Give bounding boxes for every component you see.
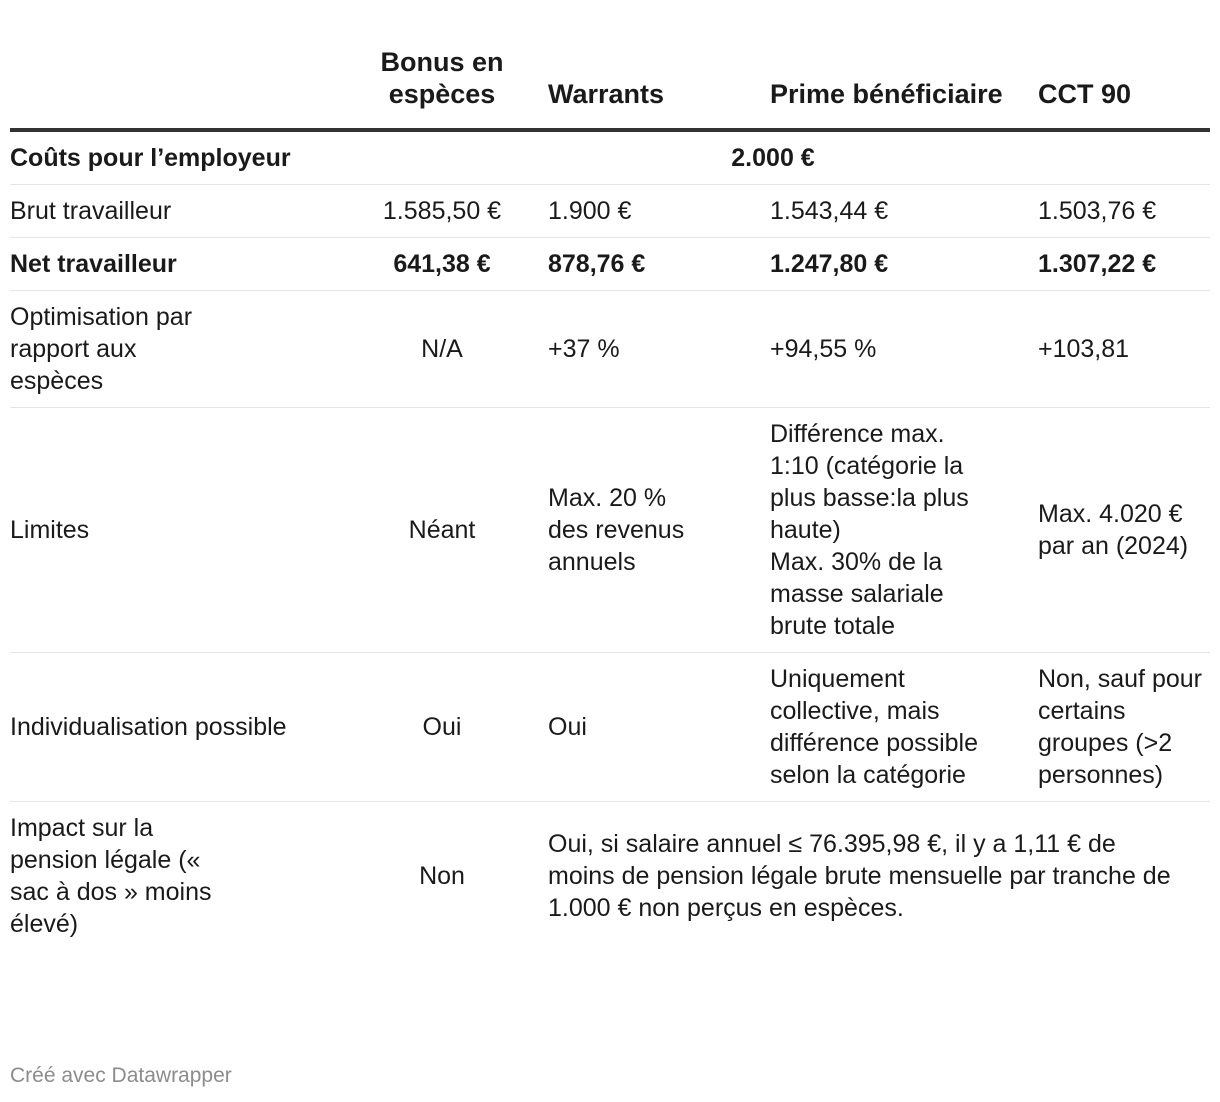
row-individualisation [10,653,1210,802]
table-cell-merged: Oui, si salaire annuel ≤ 76.395,98 €, il y a 1,11 € de moins de pension légale brute mensuelle par tranche de 1.000 € non perçus en espèces. [548,830,1171,922]
limit-line-1: Différence max. 1:10 (catégorie la plus basse:la plus haute) [770,420,969,544]
row-label: Individualisation possible [10,653,336,802]
table-cell: Oui [336,653,548,802]
table-cell: Non [419,862,465,890]
table-cell: Max. 4.020 € par an (2024) [1038,408,1210,653]
row-brut-travailleur [10,185,1210,238]
row-couts-employeur [10,130,1210,185]
table-cell: 1.543,44 € [770,185,1038,238]
table-cell: +94,55 % [770,291,1038,408]
table-cell: 1.503,76 € [1038,185,1210,238]
table-cell: Oui [548,653,770,802]
table-cell: 1.900 € [548,185,770,238]
row-net-travailleur [10,238,1210,291]
header-cct-90: CCT 90 [1038,40,1210,130]
table-cell: Max. 20 % des revenus annuels [548,408,770,653]
table-cell: Non, sauf pour certains groupes (>2 personnes) [1038,653,1210,802]
row-impact-pension [10,802,1210,951]
row-label: Coûts pour l’employeur [10,130,336,185]
row-label: Brut travailleur [10,185,336,238]
header-empty [10,40,336,130]
table-cell: Néant [336,408,548,653]
table-cell: 1.585,50 € [336,185,548,238]
limit-line-2: Max. 30% de la masse salariale brute totale [770,548,944,640]
row-label: Impact sur la pension légale (« sac à dos » moins élevé) [10,814,212,938]
row-optimisation [10,291,1210,408]
table-cell [770,408,1038,653]
header-row [10,40,1210,130]
table-cell: 641,38 € [336,238,548,291]
row-label: Optimisation par rapport aux espèces [10,291,336,408]
row-label: Net travailleur [10,238,336,291]
row-limites [10,408,1210,653]
comparison-table [10,40,1210,950]
table-cell: Uniquement collective, mais différence possible selon la catégorie [770,653,1038,802]
table-cell: N/A [336,291,548,408]
header-bonus-especes: Bonus en espèces [336,40,548,130]
row-label: Limites [10,408,336,653]
merged-cell: 2.000 € [336,130,1210,185]
table-cell: +103,81 [1038,291,1210,408]
table-cell: 1.247,80 € [770,238,1038,291]
header-prime-beneficiaire: Prime bénéficiaire [770,40,1038,130]
header-warrants: Warrants [548,40,770,130]
table-cell: 1.307,22 € [1038,238,1210,291]
table-cell: 878,76 € [548,238,770,291]
footer-credit: Créé avec Datawrapper [10,1064,232,1087]
table-cell: +37 % [548,291,770,408]
